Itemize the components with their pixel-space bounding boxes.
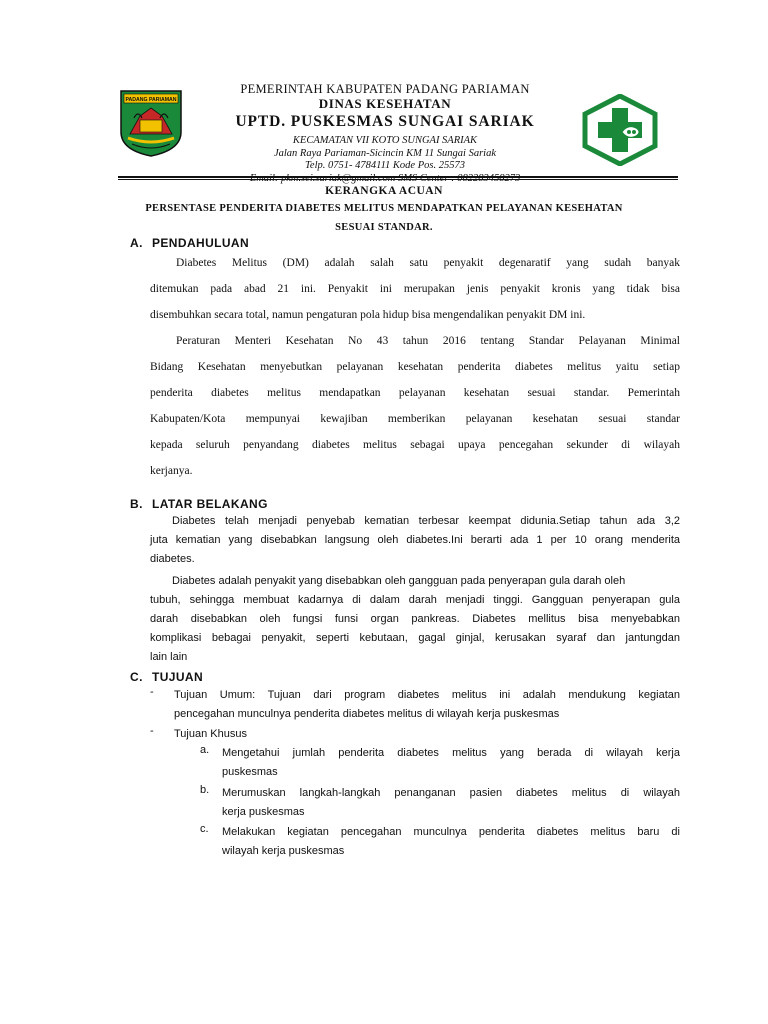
phone: Telp. 0751- 4784111 Kode Pos. 25573 xyxy=(305,160,465,172)
text-line: Merumuskan langkah-langkah penanganan pasien diabetes melitus di wilayah xyxy=(222,787,680,799)
text-line: ditemukan pada abad 21 ini. Penyakit ini merupakan jenis penyakit kronis yang tidak bisa xyxy=(150,283,680,295)
government-name: PEMERINTAH KABUPATEN PADANG PARIAMAN xyxy=(240,82,530,96)
text-line: penderita diabetes melitus mendapatkan pelayanan kesehatan sesuai standar. Pemerintah xyxy=(150,387,680,399)
text-line: darah disebabkan oleh fungsi funsi organ pankreas. Diabetes mellitus bisa menyebabkan xyxy=(150,613,680,625)
text-line: pencegahan munculnya penderita diabetes melitus di wilayah kerja puskesmas xyxy=(174,708,560,720)
sub-item-text xyxy=(222,744,680,782)
padang-pariaman-emblem-icon xyxy=(118,88,184,158)
section-b-paragraph-2 xyxy=(150,572,680,667)
institution-name: UPTD. PUSKESMAS SUNGAI SARIAK xyxy=(235,113,535,130)
sub-item-text xyxy=(222,784,680,822)
text-line: kerjanya. xyxy=(150,465,193,477)
section-c-heading xyxy=(130,670,203,684)
text-line: Diabetes Melitus (DM) adalah salah satu penyakit degenaratif yang sudah banyak xyxy=(176,257,680,269)
document-title: KERANGKA ACUAN xyxy=(325,185,443,197)
district-name: KECAMATAN VII KOTO SUNGAI SARIAK xyxy=(292,135,478,146)
section-b-paragraph-1 xyxy=(150,512,680,569)
text-line: disembuhkan secara total, namun pengaturan pola hidup bisa mengendalikan penyakit DM ini. xyxy=(150,309,586,321)
text-line: lain lain xyxy=(150,651,188,663)
bullet-mark: - xyxy=(150,725,154,737)
section-c-title: TUJUAN xyxy=(152,670,204,684)
text-line: Diabetes adalah penyakit yang disebabkan oleh gangguan pada penyerapan gula darah oleh xyxy=(172,575,626,587)
email-sms: Email: pkm.sei.sariak@gmail.com SMS Center : 082283458273 xyxy=(249,172,521,184)
sub-item-mark: b. xyxy=(200,784,210,796)
text-line: kerja puskesmas xyxy=(222,806,305,818)
tujuan-umum-label: Tujuan Umum: xyxy=(174,689,256,701)
emblem-text: PADANG PARIAMAN xyxy=(125,97,177,103)
document-subtitle-line1: PERSENTASE PENDERITA DIABETES MELITUS MENDAPATKAN PELAYANAN KESEHATAN xyxy=(145,203,623,214)
letterhead-rule-thin xyxy=(118,179,678,180)
text-line: Kabupaten/Kota mempunyai kewajiban memberikan pelayanan kesehatan sesuai standar xyxy=(150,413,680,425)
text-line: juta kematian yang disebabkan langsung oleh diabetes.Ini berarti ada 1 per 10 orang menderita xyxy=(150,534,680,546)
department-name: DINAS KESEHATAN xyxy=(318,96,452,111)
sub-item-mark: a. xyxy=(200,744,210,756)
bullet-mark: - xyxy=(150,686,154,698)
text-line: Mengetahui jumlah penderita diabetes melitus yang berada di wilayah kerja xyxy=(222,747,680,759)
section-b-letter: B. xyxy=(130,497,143,511)
text-line: Bidang Kesehatan menyebutkan pelayanan kesehatan penderita diabetes melitus yaitu setiap xyxy=(150,361,680,373)
section-a-paragraph-1 xyxy=(150,250,680,328)
section-a-paragraph-2 xyxy=(150,328,680,484)
sub-item-mark: c. xyxy=(200,823,209,835)
address: Jalan Raya Pariaman-Sicincin KM 11 Sungai Sariak xyxy=(273,147,497,159)
letterhead-rule-thick xyxy=(118,176,678,178)
text-line: Diabetes telah menjadi penyebab kematian terbesar keempat didunia.Setiap tahun ada 3,2 xyxy=(172,515,680,527)
text-line: tubuh, sehingga membuat kadarnya di dalam darah menjadi tinggi. Gangguan penyerapan gula xyxy=(150,594,680,606)
text-line: kepada seluruh penyandang diabetes melitus sebagai upaya pencegahan sekunder di wilayah xyxy=(150,439,680,451)
document-subtitle-line2: SESUAI STANDAR. xyxy=(335,222,433,233)
sub-item-text xyxy=(222,823,680,861)
section-a-letter: A. xyxy=(130,236,143,250)
text-line: Melakukan kegiatan pencegahan munculnya penderita diabetes melitus baru di xyxy=(222,826,680,838)
section-b-title: LATAR BELAKANG xyxy=(152,497,268,511)
puskesmas-green-cross-icon xyxy=(582,94,658,166)
text-line: komplikasi bebagai penyakit, seperti kebutaan, gagal ginjal, kerusakan syaraf dan jantungdan xyxy=(150,632,680,644)
text-line: puskesmas xyxy=(222,766,278,778)
tujuan-umum-text xyxy=(174,686,680,724)
text-line: Peraturan Menteri Kesehatan No 43 tahun 2016 tentang Standar Pelayanan Minimal xyxy=(176,335,680,347)
section-b-heading xyxy=(130,497,268,511)
text-line: wilayah kerja puskesmas xyxy=(222,845,345,857)
text-line: diabetes. xyxy=(150,553,195,565)
letterhead xyxy=(190,82,580,185)
tujuan-khusus-label: Tujuan Khusus xyxy=(174,728,247,740)
section-a-heading xyxy=(130,236,249,250)
section-c-letter: C. xyxy=(130,670,143,684)
text-line: Tujuan dari program diabetes melitus ini adalah mendukung kegiatan xyxy=(255,689,680,701)
section-a-title: PENDAHULUAN xyxy=(152,236,250,250)
